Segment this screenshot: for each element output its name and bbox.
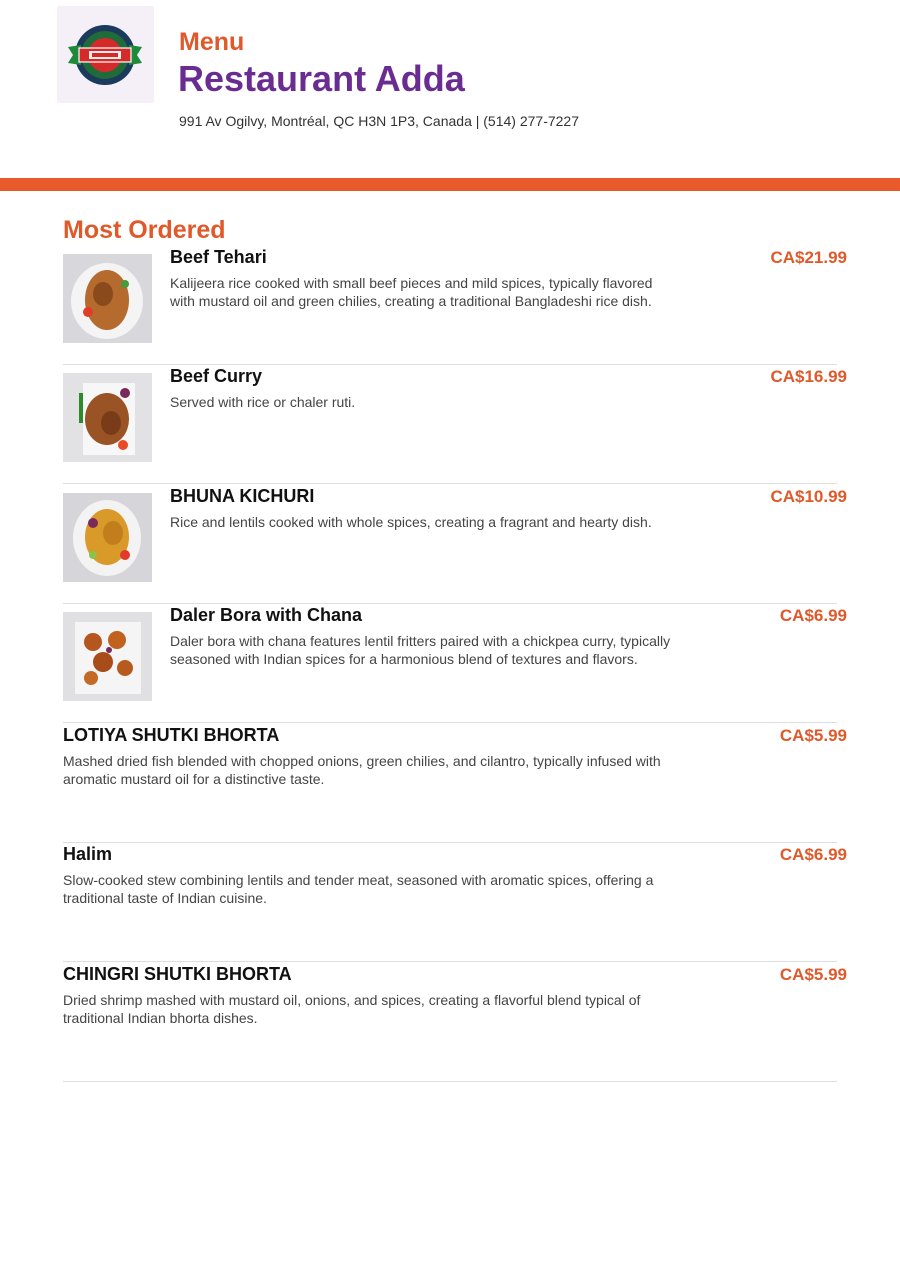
item-divider [63, 961, 837, 962]
menu-item[interactable] [63, 365, 847, 484]
restaurant-name: Restaurant Adda [178, 58, 465, 99]
item-name: BHUNA KICHURI [170, 486, 315, 506]
menu-item[interactable] [63, 963, 847, 1082]
section-title: Most Ordered [63, 216, 226, 244]
item-description: Slow-cooked stew combining lentils and tender meat, seasoned with aromatic spices, offering a traditional taste of Indian cuisine. [63, 872, 654, 906]
item-description: Daler bora with chana features lentil fritters paired with a chickpea curry, typically seasoned with Indian spices for a harmonious blend of textures and flavors. [170, 633, 671, 667]
item-price: CA$16.99 [770, 367, 847, 386]
item-divider [63, 483, 837, 484]
item-price: CA$6.99 [779, 845, 847, 864]
item-description: Dried shrimp mashed with mustard oil, onions, and spices, creating a flavorful blend typical of traditional Indian bhorta dishes. [63, 992, 641, 1026]
dish-image [63, 612, 152, 701]
item-description: Mashed dried fish blended with chopped onions, green chilies, and cilantro, typically infused with aromatic mustard oil for a distinctive taste. [63, 753, 661, 787]
restaurant-logo [57, 6, 154, 103]
item-price: CA$10.99 [770, 487, 847, 506]
item-name: Beef Tehari [170, 247, 267, 267]
item-price: CA$5.99 [779, 726, 847, 745]
item-name: Daler Bora with Chana [170, 605, 363, 625]
dish-image [63, 493, 152, 582]
dish-photo-icon [63, 373, 152, 462]
menu-item[interactable] [63, 843, 847, 962]
item-price: CA$21.99 [770, 248, 847, 267]
logo-emblem-icon [65, 15, 145, 95]
menu-label: Menu [179, 28, 245, 56]
item-divider [63, 722, 837, 723]
restaurant-address: 991 Av Ogilvy, Montréal, QC H3N 1P3, Canada | (514) 277-7227 [179, 113, 580, 129]
item-divider [63, 1081, 837, 1082]
item-description: Rice and lentils cooked with whole spices, creating a fragrant and hearty dish. [170, 514, 652, 530]
dish-photo-icon [63, 612, 152, 701]
dish-image [63, 373, 152, 462]
dish-photo-icon [63, 254, 152, 343]
dish-photo-icon [63, 493, 152, 582]
menu-item[interactable] [63, 724, 847, 843]
item-name: Beef Curry [170, 366, 263, 386]
item-name: LOTIYA SHUTKI BHORTA [63, 725, 280, 745]
menu-item[interactable] [63, 485, 847, 604]
item-description: Kalijeera rice cooked with small beef pieces and mild spices, typically flavored with mustard oil and green chilies, creating a traditional Bangladeshi rice dish. [170, 275, 653, 309]
menu-item[interactable] [63, 246, 847, 365]
item-price: CA$6.99 [779, 606, 847, 625]
item-description: Served with rice or chaler ruti. [170, 394, 356, 410]
item-name: CHINGRI SHUTKI BHORTA [63, 964, 292, 984]
item-name: Halim [63, 844, 113, 864]
dish-image [63, 254, 152, 343]
header-divider-bar [0, 178, 900, 191]
menu-header [0, 0, 900, 178]
menu-item[interactable] [63, 604, 847, 723]
item-price: CA$5.99 [779, 965, 847, 984]
